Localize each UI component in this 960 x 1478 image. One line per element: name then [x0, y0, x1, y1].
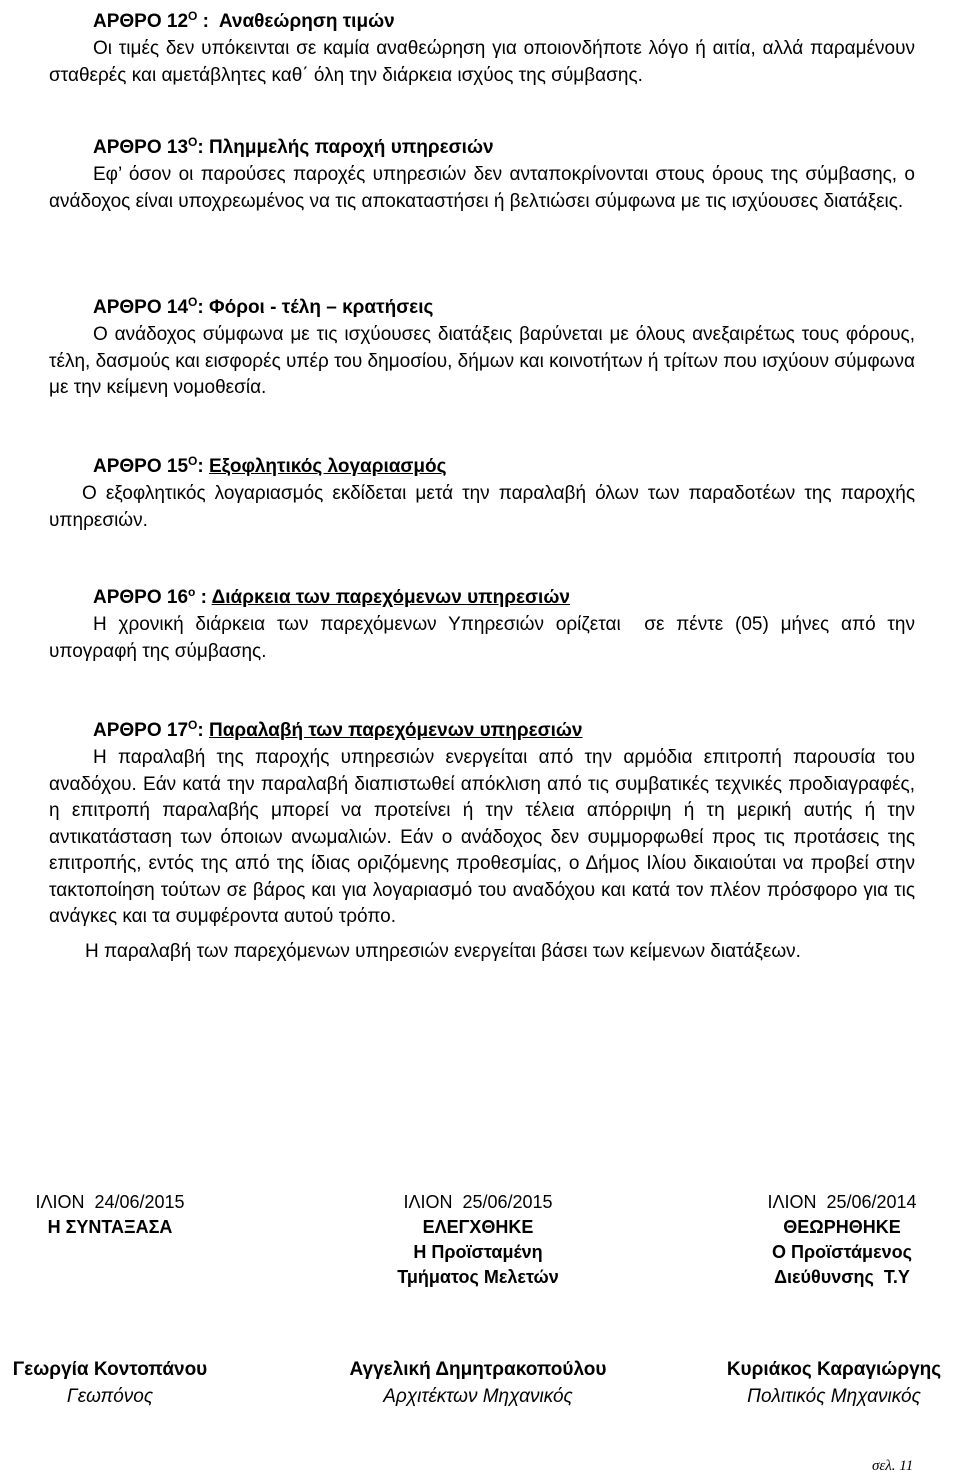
article-title: Φόροι - τέλη – κρατήσεις	[209, 297, 434, 318]
signatory-title: Πολιτικός Μηχανικός	[747, 1386, 921, 1407]
signatory-1	[0, 1356, 220, 1410]
article-17	[49, 711, 915, 965]
signature-block-drafted	[0, 1190, 220, 1240]
signatory-name: Γεωργία Κοντοπάνου	[12, 1359, 208, 1380]
article-title: Αναθεώρηση τιμών	[218, 11, 395, 32]
article-title: Πλημμελής παροχή υπηρεσιών	[209, 137, 494, 158]
signature-block-checked	[368, 1190, 588, 1290]
signature-date: ΙΛΙΟΝ 24/06/2015	[35, 1192, 185, 1212]
article-title: Παραλαβή των παρεχόμενων υπηρεσιών	[209, 720, 583, 741]
signature-role-line: Ο Προϊστάμενος	[772, 1242, 912, 1262]
signature-role-line: Τμήματος Μελετών	[397, 1267, 559, 1287]
signature-date: ΙΛΙΟΝ 25/06/2014	[767, 1192, 917, 1212]
signatory-title: Αρχιτέκτων Μηχανικός	[383, 1386, 573, 1407]
signature-role: Η ΣΥΝΤΑΞΑΣΑ	[47, 1217, 173, 1237]
signature-role: ΕΛΕΓΧΘΗΚΕ	[422, 1217, 534, 1237]
article-body: Ο ανάδοχος σύμφωνα με τις ισχύουσες διατάξεις βαρύνεται με όλους ανεξαιρέτως τους φόρους, τέλη, δασμούς και εισφορές υπέρ του δημοσίου, δήμων και κοινοτήτων ή τρίτων που ισχύουν σύμφωνα με την κείμενη νομοθεσία.	[49, 324, 915, 398]
article-heading: ΑΡΘΡΟ $14^O$: Φόροι - τέλη – κρατήσεις	[93, 295, 434, 318]
article-16	[49, 578, 921, 665]
article-heading: ΑΡΘΡΟ $12^O$ : Αναθεώρηση τιμών	[93, 9, 395, 32]
signature-block-approved	[732, 1190, 952, 1290]
article-13	[49, 128, 915, 215]
article-15	[49, 447, 915, 534]
article-heading: ΑΡΘΡΟ $13^O$: Πλημμελής παροχή υπηρεσιών	[93, 135, 494, 158]
article-heading: ΑΡΘΡΟ $16^o$ : Διάρκεια των παρεχόμενων υπηρεσιών	[93, 585, 570, 608]
article-body: Οι τιμές δεν υπόκεινται σε καμία αναθεώρηση για οποιονδήποτε λόγο ή αιτία, αλλά παραμένουν σταθερές και αμετάβλητες καθ΄ όλη την διάρκεια ισχύος της σύμβασης.	[49, 38, 915, 86]
article-heading: ΑΡΘΡΟ $17^O$: Παραλαβή των παρεχόμενων υπηρεσιών	[93, 718, 583, 741]
article-body-2: Η παραλαβή των παρεχόμενων υπηρεσιών ενεργείται βάσει των κείμενων διατάξεων.	[85, 940, 801, 962]
article-title: Εξοφλητικός λογαριασμός	[209, 456, 447, 477]
article-body: Η παραλαβή της παροχής υπηρεσιών ενεργείται από την αρμόδια επιτροπή παρουσία του αναδόχου. Εάν κατά την παραλαβή διαπιστωθεί απόκλιση από τις συμβατικές τεχνικές προδιαγραφές, η επιτροπή παραλαβής μπορεί να προτείνει ή την τέλεια απόρριψη ή τη μερική αυτής ή την αντικατάσταση των όποιων ανωμαλιών. Εάν ο ανάδοχος δεν συμμορφωθεί προς τις προτάσεις της επιτροπής, εντός της από της ίδιας οριζόμενης προθεσμίας, ο Δήμος Ιλίου δικαιούται να προβεί στην τακτοποίηση τούτων σε βάρος και για λογαριασμό του αναδόχου και κατά τον πλέον πρόσφορο για τις ανάγκες και τα συμφέροντα αυτού τρόπο.	[49, 747, 915, 927]
signature-role-line: Η Προϊσταμένη	[413, 1242, 543, 1262]
signatory-title: Γεωπόνος	[66, 1386, 154, 1407]
article-heading: ΑΡΘΡΟ $15^O$: Εξοφλητικός λογαριασμός	[93, 454, 447, 477]
article-body: Εφ’ όσον οι παρούσες παροχές υπηρεσιών δεν ανταποκρίνονται στους όρους της σύμβασης, ο ανάδοχος είναι υποχρεωμένος να τις αποκαταστήσει ή βελτιώσει σύμφωνα με τις ισχύουσες διατάξεις.	[49, 164, 915, 212]
signature-role: ΘΕΩΡΗΘΗΚΕ	[783, 1217, 901, 1237]
article-body: Η χρονική διάρκεια των παρεχόμενων Υπηρεσιών ορίζεται σε πέντε (05) μήνες από την υπογραφή της σύμβασης.	[49, 614, 921, 662]
article-title: Διάρκεια των παρεχόμενων υπηρεσιών	[211, 587, 570, 608]
signature-role-line: Διεύθυνσης Τ.Υ	[774, 1267, 910, 1287]
signatory-2	[320, 1356, 636, 1410]
signatory-name: Αγγελική Δημητρακοπούλου	[349, 1359, 607, 1380]
signatory-name: Κυριάκος Καραγιώργης	[726, 1359, 942, 1380]
signatory-3	[708, 1356, 960, 1410]
article-12	[49, 2, 915, 89]
article-body: Ο εξοφλητικός λογαριασμός εκδίδεται μετά την παραλαβή όλων των παραδοτέων της παροχής υπηρεσιών.	[49, 483, 915, 531]
article-14	[49, 288, 915, 402]
signature-date: ΙΛΙΟΝ 25/06/2015	[403, 1192, 553, 1212]
page-number: σελ. 11	[872, 1458, 914, 1474]
